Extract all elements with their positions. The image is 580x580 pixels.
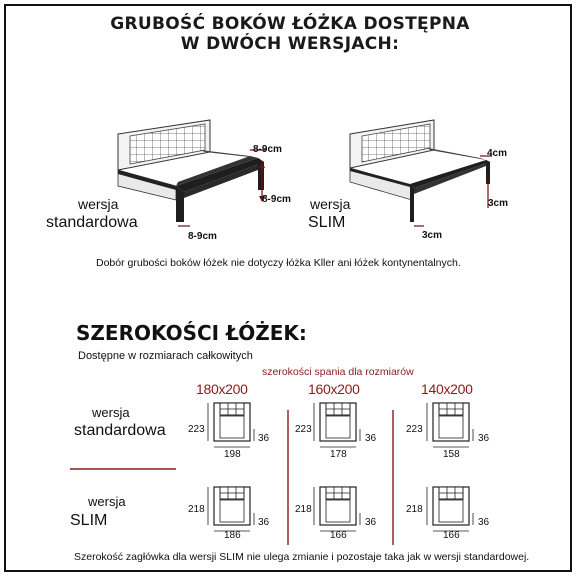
heading-line-1: GRUBOŚĆ BOKÓW ŁÓŻKA DOSTĘPNA — [110, 14, 470, 34]
slim-height-2: 218 — [295, 504, 312, 515]
slim-bed-drawing — [350, 120, 492, 226]
slim-dim-bottom: 3cm — [422, 230, 443, 241]
slim-height-1: 218 — [188, 504, 205, 515]
slim-hb-3: 36 — [478, 517, 490, 528]
slim-height-3: 218 — [406, 504, 423, 515]
slim-hb-2: 36 — [365, 517, 377, 528]
slim-version-name: SLIM — [308, 214, 346, 231]
sleep-width-label: szerokości spania dla rozmiarów — [262, 366, 414, 378]
note-bottom: Szerokość zagłówka dla wersji SLIM nie ulega zmianie i pozostaje taka jak w wersji standardowej. — [74, 551, 530, 563]
std-width-2: 178 — [330, 449, 347, 460]
slim-bed-140 — [427, 487, 473, 531]
standard-bed-drawing — [118, 120, 266, 226]
std-height-3: 223 — [406, 424, 423, 435]
row-slim-name: SLIM — [70, 512, 108, 529]
std-height-1: 223 — [188, 424, 205, 435]
slim-width-2: 166 — [330, 530, 347, 541]
slim-dim-top: 4cm — [487, 148, 508, 159]
slim-dim-side: 3cm — [488, 198, 509, 209]
slim-bed-160 — [314, 487, 360, 531]
slim-bed-180 — [208, 487, 254, 531]
standard-dim-top: 8-9cm — [253, 144, 282, 155]
widths-subtitle: Dostępne w rozmiarach całkowitych — [78, 350, 253, 362]
widths-title: SZEROKOŚCI ŁÓŻEK: — [76, 321, 307, 345]
row-standard-name: standardowa — [74, 422, 166, 439]
std-width-3: 158 — [443, 449, 460, 460]
size-160: 160x200 — [308, 381, 360, 397]
std-bed-140 — [427, 403, 473, 447]
row-standard-word: wersja — [92, 405, 130, 420]
slim-version-word: wersja — [310, 196, 351, 212]
note-top: Dobór grubości boków łóżek nie dotyczy łóżka Kller ani łóżek kontynentalnych. — [96, 257, 461, 269]
standard-version-word: wersja — [78, 196, 119, 212]
slim-width-3: 166 — [443, 530, 460, 541]
heading-line-2: W DWÓCH WERSJACH: — [180, 34, 400, 54]
std-height-2: 223 — [295, 424, 312, 435]
standard-version-name: standardowa — [46, 214, 138, 231]
std-bed-160 — [314, 403, 360, 447]
std-hb-3: 36 — [478, 433, 490, 444]
size-140: 140x200 — [421, 381, 473, 397]
size-180: 180x200 — [196, 381, 248, 397]
std-hb-2: 36 — [365, 433, 377, 444]
standard-dim-bottom: 8-9cm — [188, 231, 217, 242]
row-slim-word: wersja — [88, 494, 126, 509]
std-width-1: 198 — [224, 449, 241, 460]
std-bed-180 — [208, 403, 254, 447]
slim-hb-1: 36 — [258, 517, 270, 528]
standard-dim-side: 8-9cm — [262, 194, 291, 205]
slim-width-1: 186 — [224, 530, 241, 541]
std-hb-1: 36 — [258, 433, 270, 444]
